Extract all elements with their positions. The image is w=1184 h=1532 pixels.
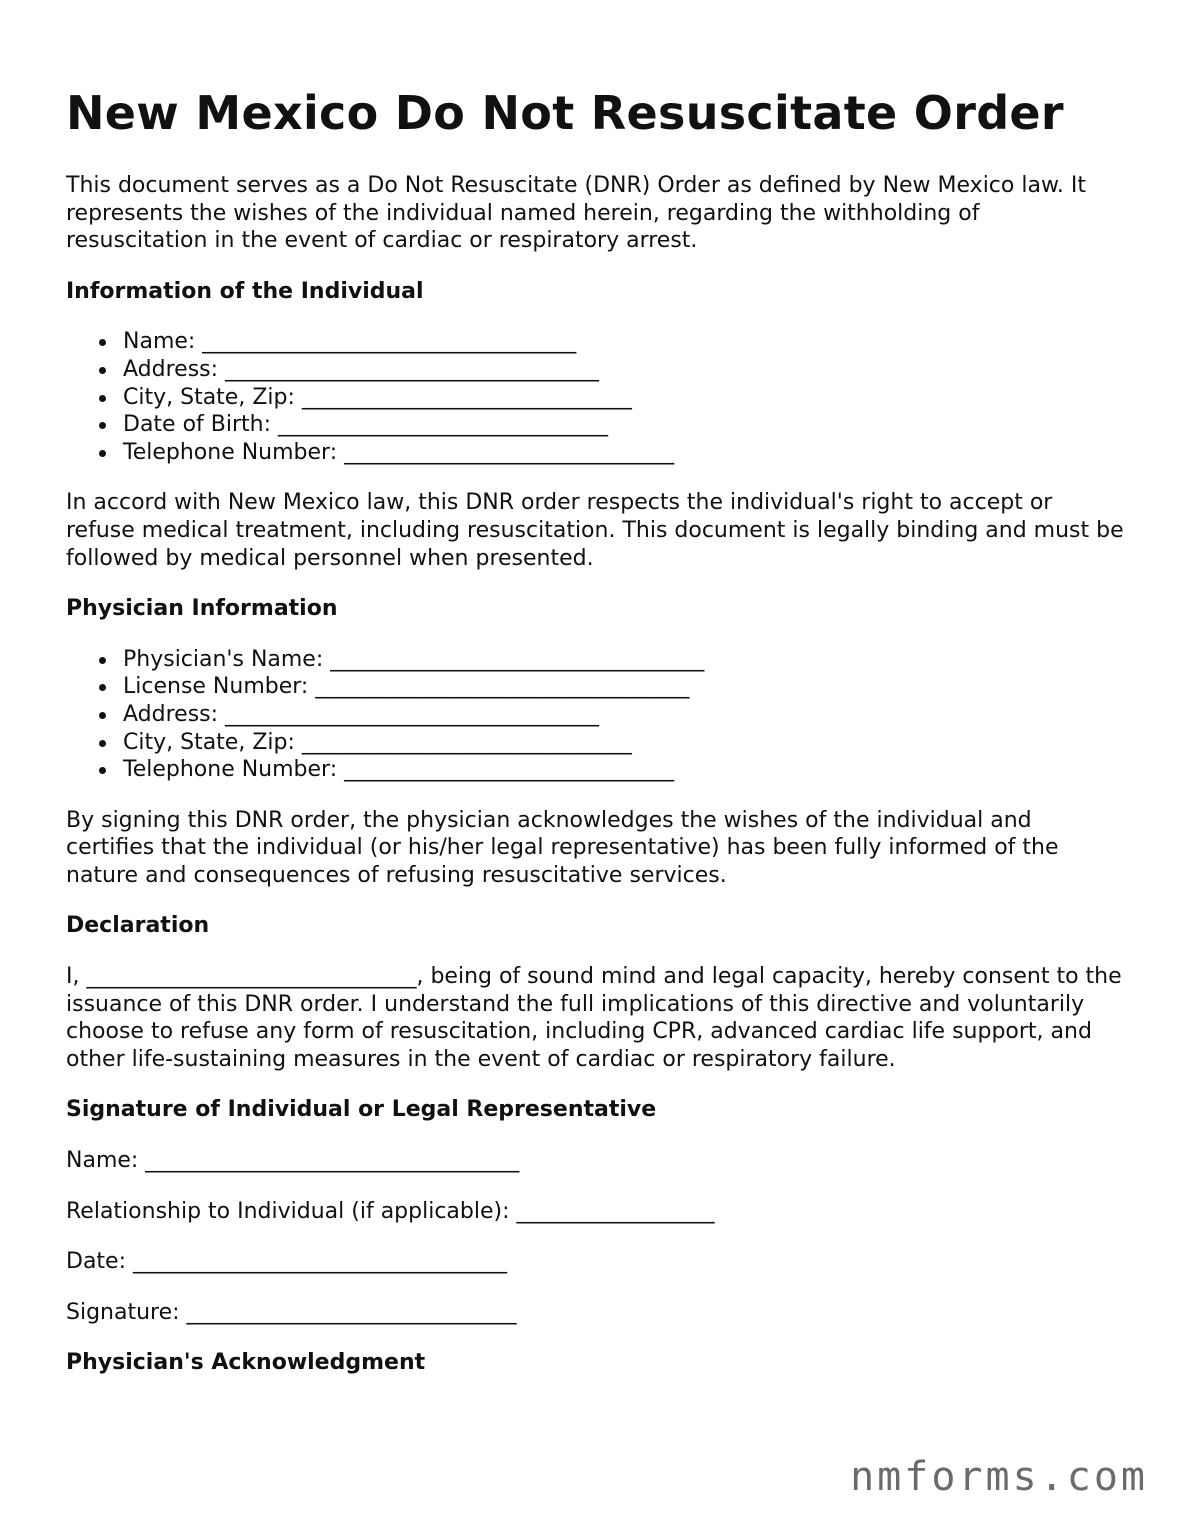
individual-heading: Information of the Individual <box>66 278 424 304</box>
page-title: New Mexico Do Not Resuscitate Order <box>66 86 1064 140</box>
physician-phone-field: Telephone Number: ______________________________ <box>123 756 1126 784</box>
physician-fields-list <box>66 646 1126 784</box>
bullet-icon <box>99 740 106 747</box>
individual-name-field: Name: __________________________________ <box>123 328 1126 356</box>
declaration-heading: Declaration <box>66 913 210 939</box>
document-page <box>66 82 1126 1400</box>
site-watermark: nmforms.com <box>850 1454 1148 1500</box>
declaration-text: I, ______________________________, being of sound mind and legal capacity, hereby consent to the issuance of this DNR order. I understand the full implications of this directive and voluntarily choose to refuse any form of resuscitation, including CPR, advanced cardiac life support, and other life-sustaining measures in the event of cardiac or respiratory failure. <box>66 964 1122 1072</box>
physician-license-field: License Number: __________________________________ <box>123 673 1126 701</box>
individual-fields-list <box>66 328 1126 466</box>
individual-city-field: City, State, Zip: ______________________________ <box>123 384 1126 412</box>
signature-date-field: Date: __________________________________ <box>66 1249 507 1275</box>
bullet-icon <box>99 450 106 457</box>
bullet-icon <box>99 367 106 374</box>
signature-relationship-field: Relationship to Individual (if applicable): __________________ <box>66 1198 715 1224</box>
signature-name-field: Name: __________________________________ <box>66 1148 520 1174</box>
bullet-icon <box>99 767 106 774</box>
individual-phone-field: Telephone Number: ______________________________ <box>123 439 1126 467</box>
bullet-icon <box>99 684 106 691</box>
law-paragraph: In accord with New Mexico law, this DNR order respects the individual's right to accept or refuse medical treatment, including resuscitation. This document is legally binding and must be followed by medical personnel when presented. <box>66 490 1124 571</box>
intro-paragraph: This document serves as a Do Not Resuscitate (DNR) Order as defined by New Mexico law. It represents the wishes of the individual named herein, regarding the withholding of resuscitation in the event of cardiac or respiratory arrest. <box>66 173 1087 254</box>
bullet-icon <box>99 422 106 429</box>
physician-name-field: Physician's Name: __________________________________ <box>123 646 1126 674</box>
bullet-icon <box>99 657 106 664</box>
physician-city-field: City, State, Zip: ______________________________ <box>123 729 1126 757</box>
individual-address-field: Address: __________________________________ <box>123 356 1126 384</box>
acknowledgment-heading: Physician's Acknowledgment <box>66 1350 426 1376</box>
bullet-icon <box>99 395 106 402</box>
bullet-icon <box>99 339 106 346</box>
physician-paragraph: By signing this DNR order, the physician acknowledges the wishes of the individual and certifies that the individual (or his/her legal representative) has been fully informed of the nature and consequences of refusing resuscitative services. <box>66 807 1059 888</box>
physician-address-field: Address: __________________________________ <box>123 701 1126 729</box>
physician-heading: Physician Information <box>66 596 338 622</box>
signature-heading: Signature of Individual or Legal Representative <box>66 1097 657 1123</box>
individual-dob-field: Date of Birth: ______________________________ <box>123 411 1126 439</box>
signature-line-field: Signature: ______________________________ <box>66 1299 517 1325</box>
bullet-icon <box>99 712 106 719</box>
